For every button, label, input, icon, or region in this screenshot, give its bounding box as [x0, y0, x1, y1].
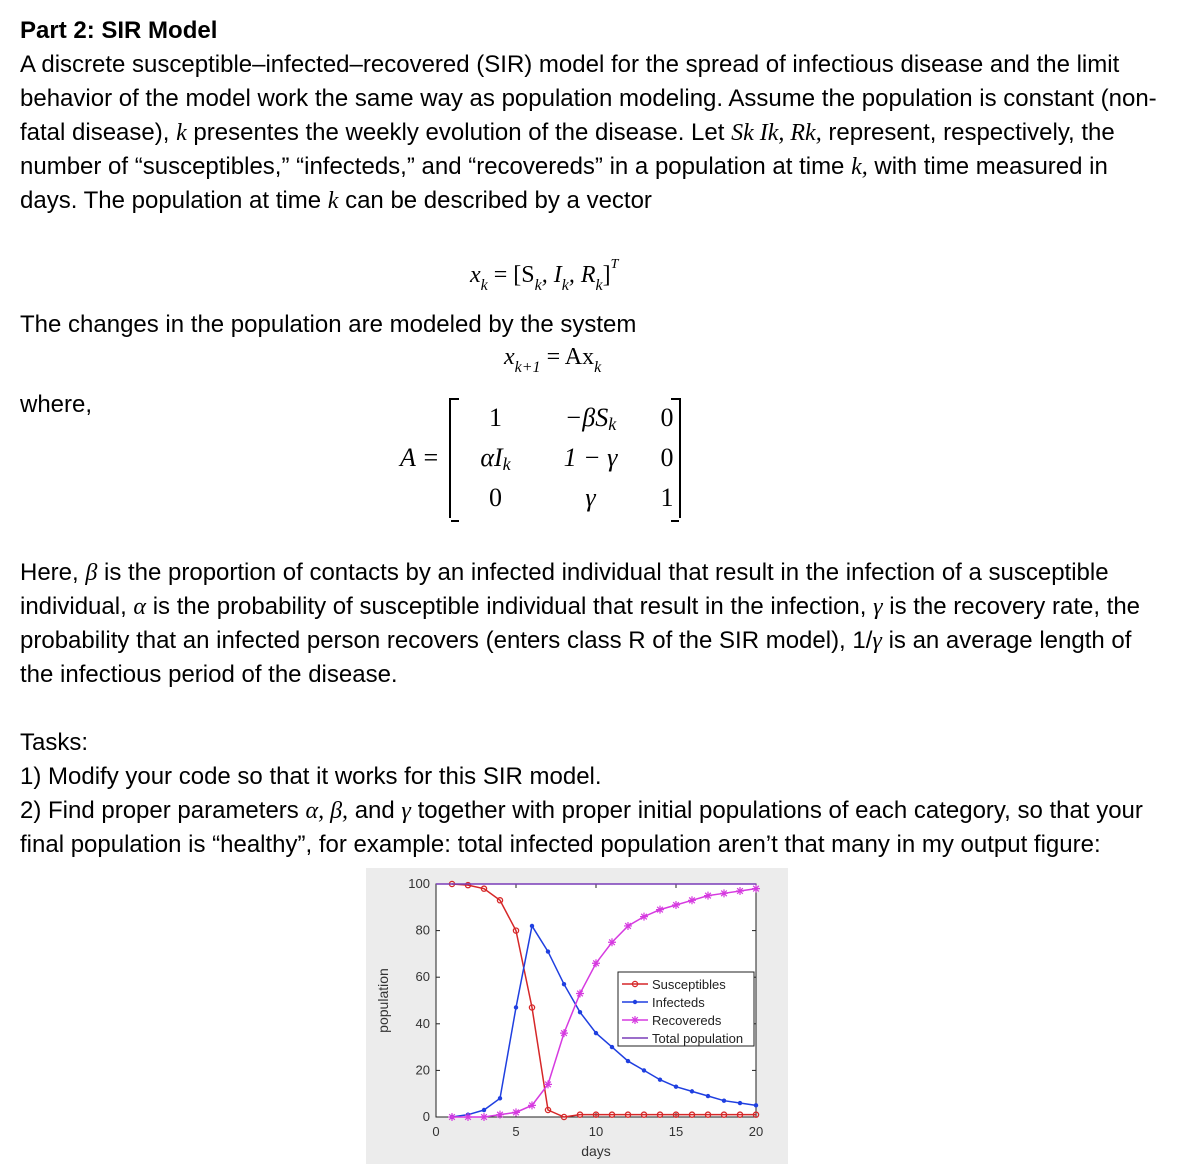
point-infecteds — [578, 1010, 582, 1014]
point-recovereds — [672, 901, 680, 909]
intro-text-3: represent, respectively, the number of “susceptibles,” “infecteds,” and “recovereds” in a population at time — [20, 119, 1115, 180]
var-sk-ik-rk: Sk Ik, Rk, — [731, 120, 822, 146]
system-equation — [504, 344, 602, 376]
x-tick-label: 20 — [748, 1124, 764, 1139]
x-tick-label: 15 — [668, 1124, 684, 1139]
intro-text-2: presentes the weekly evolution of the disease. Let — [193, 119, 725, 146]
legend-label: Total population — [652, 1031, 744, 1046]
eq1-x: x — [470, 262, 481, 288]
explain-b: is the proportion of contacts by an infected individual that result in the infection of a susceptible individual, — [20, 559, 1109, 620]
document-body — [20, 14, 1170, 218]
alpha-symbol: α — [133, 594, 147, 620]
y-tick-label: 20 — [415, 1062, 430, 1078]
eq2-sub: k+1 — [514, 359, 541, 376]
y-tick-label: 80 — [415, 922, 430, 938]
point-recovereds — [592, 959, 600, 967]
legend-label: Infecteds — [652, 995, 705, 1010]
point-infecteds — [514, 1005, 518, 1009]
m21 — [455, 438, 535, 478]
y-tick-label: 100 — [408, 876, 430, 891]
point-recovereds — [640, 913, 648, 921]
task-2-vars: α, β, — [305, 798, 349, 824]
section-heading: Part 2: SIR Model — [20, 17, 218, 44]
point-recovereds — [720, 889, 728, 897]
sir-plot-figure — [366, 868, 788, 1164]
where-text: where, — [20, 391, 93, 418]
eq1-s1: k — [534, 277, 542, 294]
m33: 1 — [660, 483, 674, 512]
point-recovereds — [624, 922, 632, 930]
intro-paragraph — [20, 48, 1170, 218]
m21-sub: k — [502, 453, 511, 474]
matrix-label: A = — [400, 443, 440, 472]
x-axis-label: days — [581, 1143, 611, 1159]
point-infecteds — [626, 1059, 630, 1063]
m13: 0 — [660, 403, 674, 432]
point-infecteds — [562, 982, 566, 986]
intro-text-1: A discrete susceptible–infected–recovered (SIR) model for the spread of infectious disease and the limit behavior of the model work the same way as population modeling. Assume the population is constant (non-fatal disease), — [20, 51, 1157, 146]
point-recovereds — [704, 892, 712, 900]
var-k-2: k, — [851, 154, 868, 180]
eq1-c1: , I — [541, 262, 562, 288]
point-infecteds — [546, 949, 550, 953]
matrix-a — [400, 396, 681, 520]
y-axis-label: population — [375, 968, 391, 1033]
x-tick-label: 5 — [512, 1124, 520, 1139]
point-infecteds — [610, 1045, 614, 1049]
intro-text-5: can be described by a vector — [345, 187, 652, 214]
changes-text: The changes in the population are modeled by the system — [20, 311, 637, 338]
point-recovereds — [448, 1113, 456, 1121]
task-2-b: together with proper initial populations of each category, so that your final population is “healthy”, for example: total infected population aren’t that many in my output figure: — [20, 797, 1143, 858]
point-recovereds — [480, 1113, 488, 1121]
y-tick-label: 0 — [422, 1109, 430, 1124]
eq2-sub2: k — [594, 359, 602, 376]
task-2 — [20, 794, 1170, 862]
eq2-rhs: = Ax — [546, 344, 595, 370]
task-2-and: and — [354, 797, 395, 824]
gamma-symbol: γ — [873, 594, 883, 620]
sir-chart — [366, 868, 788, 1164]
m23: 0 — [660, 443, 674, 472]
point-recovereds — [688, 896, 696, 904]
m32: γ — [585, 483, 596, 512]
y-tick-label: 40 — [415, 1015, 430, 1031]
m11: 1 — [488, 403, 502, 432]
m12 — [535, 398, 645, 438]
eq1-c2: , R — [568, 262, 596, 288]
explanation-paragraph — [20, 556, 1170, 692]
m21-main: αI — [480, 443, 503, 472]
x-tick-label: 10 — [588, 1124, 604, 1139]
matrix-grid — [449, 398, 681, 518]
point-recovereds — [528, 1101, 536, 1109]
point-infecteds — [754, 1103, 758, 1107]
eq1-s3: k — [595, 277, 603, 294]
point-infecteds — [674, 1085, 678, 1089]
legend-marker — [633, 1000, 637, 1004]
point-infecteds — [722, 1098, 726, 1102]
tasks-section — [20, 726, 1170, 862]
legend-marker — [631, 1016, 639, 1024]
y-tick-label: 60 — [415, 969, 430, 985]
eq2-x: x — [504, 344, 515, 370]
point-recovereds — [752, 885, 760, 893]
point-infecteds — [594, 1031, 598, 1035]
point-infecteds — [530, 924, 534, 928]
task-2-gamma: γ — [401, 798, 411, 824]
legend-label: Susceptibles — [652, 977, 726, 992]
point-recovereds — [512, 1108, 520, 1116]
explain-a: Here, — [20, 559, 79, 586]
m31: 0 — [488, 483, 502, 512]
point-recovereds — [464, 1113, 472, 1121]
task-1: 1) Modify your code so that it works for this SIR model. — [20, 763, 602, 790]
eq1-rhs: = [S — [493, 262, 535, 288]
vector-equation — [470, 257, 619, 294]
task-2-a: 2) Find proper parameters — [20, 797, 299, 824]
eq1-s2: k — [561, 277, 569, 294]
eq1-end: ] — [602, 262, 611, 288]
beta-symbol: β — [85, 560, 98, 586]
eq1-sup: T — [610, 257, 619, 272]
point-recovereds — [496, 1111, 504, 1119]
explain-c: is the probability of susceptible individual that result in the infection, — [152, 593, 867, 620]
point-infecteds — [642, 1068, 646, 1072]
point-infecteds — [738, 1101, 742, 1105]
point-infecteds — [498, 1096, 502, 1100]
point-infecteds — [658, 1078, 662, 1082]
point-infecteds — [690, 1089, 694, 1093]
m22: 1 − γ — [563, 443, 618, 472]
eq1-sub: k — [480, 277, 488, 294]
point-infecteds — [482, 1108, 486, 1112]
explain-d: is the recovery rate, the probability that an infected person recovers (enters class R of the SIR model), 1/ — [20, 593, 1141, 654]
m12-sub: k — [608, 413, 617, 434]
explain-e: is an average length of the infectious period of the disease. — [20, 627, 1132, 688]
point-recovereds — [656, 906, 664, 914]
gamma-symbol-2: γ — [872, 628, 882, 654]
point-recovereds — [576, 990, 584, 998]
tasks-title: Tasks: — [20, 729, 89, 756]
var-k: k — [176, 120, 187, 146]
point-infecteds — [706, 1094, 710, 1098]
point-recovereds — [608, 938, 616, 946]
point-recovereds — [544, 1080, 552, 1088]
var-k-3: k — [327, 188, 339, 214]
x-tick-label: 0 — [432, 1124, 440, 1139]
point-recovereds — [736, 887, 744, 895]
legend-label: Recovereds — [652, 1013, 722, 1028]
point-recovereds — [560, 1029, 568, 1037]
m12-main: −βS — [564, 403, 609, 432]
intro-text-4: with time measured in days. The population at time — [20, 153, 1108, 214]
